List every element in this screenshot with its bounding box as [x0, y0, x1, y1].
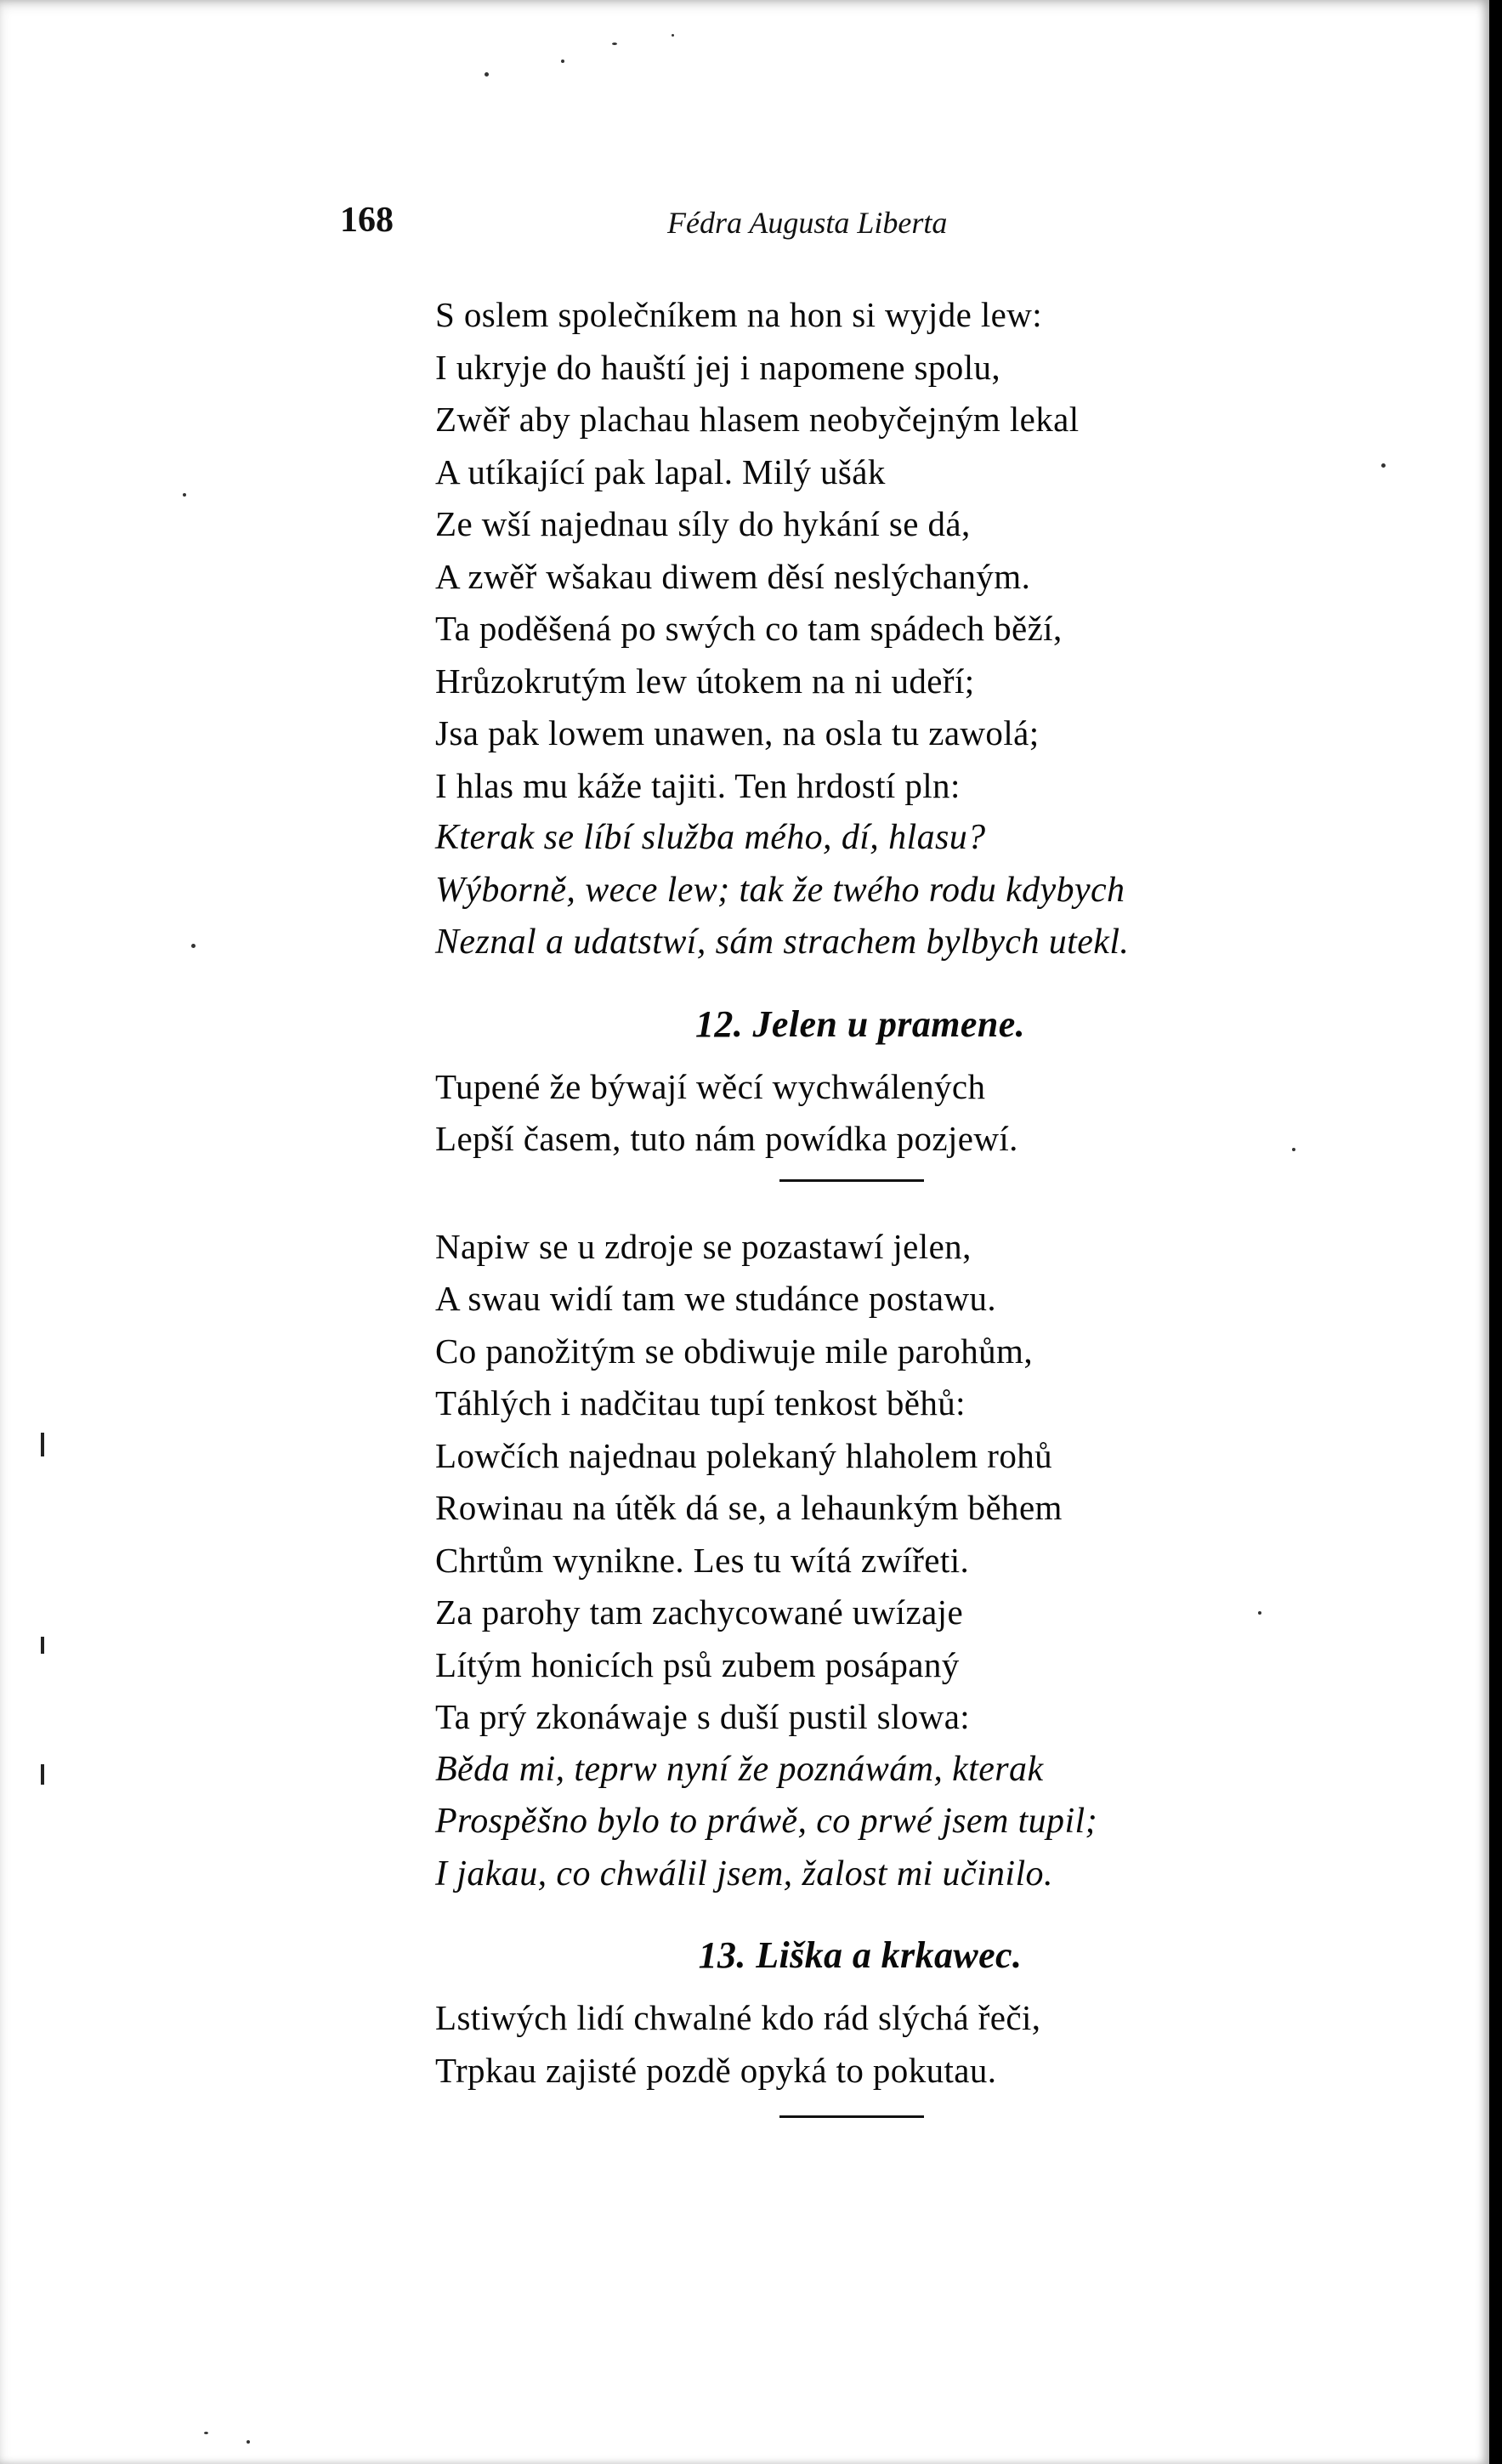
fable-11-verse-line-7: Ta poděšená po swých co tam spádech běží,: [435, 609, 1063, 648]
page-header: [340, 200, 1105, 251]
fable-12-verse-line-7: Chrtům wynikne. Les tu wítá zwířeti.: [435, 1540, 970, 1580]
margin-mark: [41, 1764, 44, 1785]
margin-mark: [41, 1637, 44, 1654]
section-divider: [779, 1179, 924, 1182]
section-divider: [779, 2115, 924, 2118]
fable-12-verse-line-3: Co panožitým se obdiwuje mile parohům,: [435, 1331, 1033, 1371]
fable-12-verse-line-5: Lowčích najednau polekaný hlaholem rohů: [435, 1435, 1053, 1475]
fable-11-verses: [435, 289, 1319, 969]
fable-11-verse-line-5: Ze wší najednau síly do hykání se dá,: [435, 504, 971, 543]
fable-13-heading: 13. Liška a krkawec.: [698, 1934, 1023, 1976]
margin-mark: [41, 1433, 44, 1456]
fable-12-verse-line-10: Ta prý zkonáwaje s duší pustil slowa:: [435, 1697, 971, 1736]
fable-12-verse-line-11: Běda mi, teprw nyní že poznáwám, kterak: [435, 1749, 1044, 1789]
fable-11-verse-line-3: Zwěř aby plachau hlasem neobyčejným lekal: [435, 400, 1080, 439]
scan-edge: [1489, 0, 1502, 2464]
fable-12-verse-line-1: Napiw se u zdroje se pozastawí jelen,: [435, 1226, 972, 1266]
fable-12-verse-line-9: Lítým honicích psů zubem posápaný: [435, 1644, 960, 1684]
page-body: [435, 289, 1319, 2157]
fable-11-verse-line-4: A utíkající pak lapal. Milý ušák: [435, 451, 886, 491]
fable-11-verse-line-2: I ukryje do hauští jej i napomene spolu,: [435, 347, 1001, 387]
fable-11-verse-line-10: I hlas mu káže tajiti. Ten hrdostí pln:: [435, 765, 961, 805]
fable-11-verse-line-9: Jsa pak lowem unawen, na osla tu zawolá;: [435, 713, 1040, 752]
fable-12-verse-line-6: Rowinau na útěk dá se, a lehaunkým během: [435, 1488, 1063, 1527]
fable-13-moral-line-1: Lstiwých lidí chwalné kdo rád slýchá řeči,: [435, 1998, 1041, 2037]
fable-12-verse-line-13: I jakau, co chwálil jsem, žalost mi učinilo.: [435, 1854, 1053, 1893]
fable-12-verse-line-12: Prospěšno bylo to práwě, co prwé jsem tupil;: [435, 1802, 1097, 1841]
fable-12-verse-line-2: A swau widí tam we studánce postawu.: [435, 1279, 997, 1318]
fable-12-moral-line-1: Tupené že býwají wěcí wychwálených: [435, 1066, 986, 1106]
fable-12-heading: 12. Jelen u pramene.: [694, 1002, 1026, 1045]
fable-13-moral-line-2: Trpkau zajisté pozdě opyká to pokutau.: [435, 2050, 997, 2090]
running-title: Fédra Augusta Liberta: [667, 206, 948, 240]
fable-11-verse-line-8: Hrůzokrutým lew útokem na ni udeří;: [435, 661, 975, 701]
fable-12-verse-line-4: Táhlých i nadčitau tupí tenkost běhů:: [435, 1383, 966, 1422]
fable-11-verse-line-13: Neznal a udatstwí, sám strachem bylbych utekl.: [435, 923, 1130, 962]
fable-11-verse-line-12: Wýborně, wece lew; tak že twého rodu kdybych: [435, 870, 1125, 910]
fable-12-verse-line-8: Za parohy tam zachycowané uwízaje: [435, 1593, 964, 1632]
fable-11-verse-line-6: A zwěř wšakau diwem děsí neslýchaným.: [435, 556, 1031, 596]
fable-12-verses: [435, 1221, 1319, 1901]
fable-12-moral-line-2: Lepší časem, tuto nám powídka pozjewí.: [435, 1119, 1018, 1158]
fable-11-verse-line-11: Kterak se líbí služba mého, dí, hlasu?: [435, 818, 986, 857]
page-number: 168: [340, 201, 394, 240]
fable-11-verse-line-1: S oslem společníkem na hon si wyjde lew:: [435, 295, 1043, 334]
